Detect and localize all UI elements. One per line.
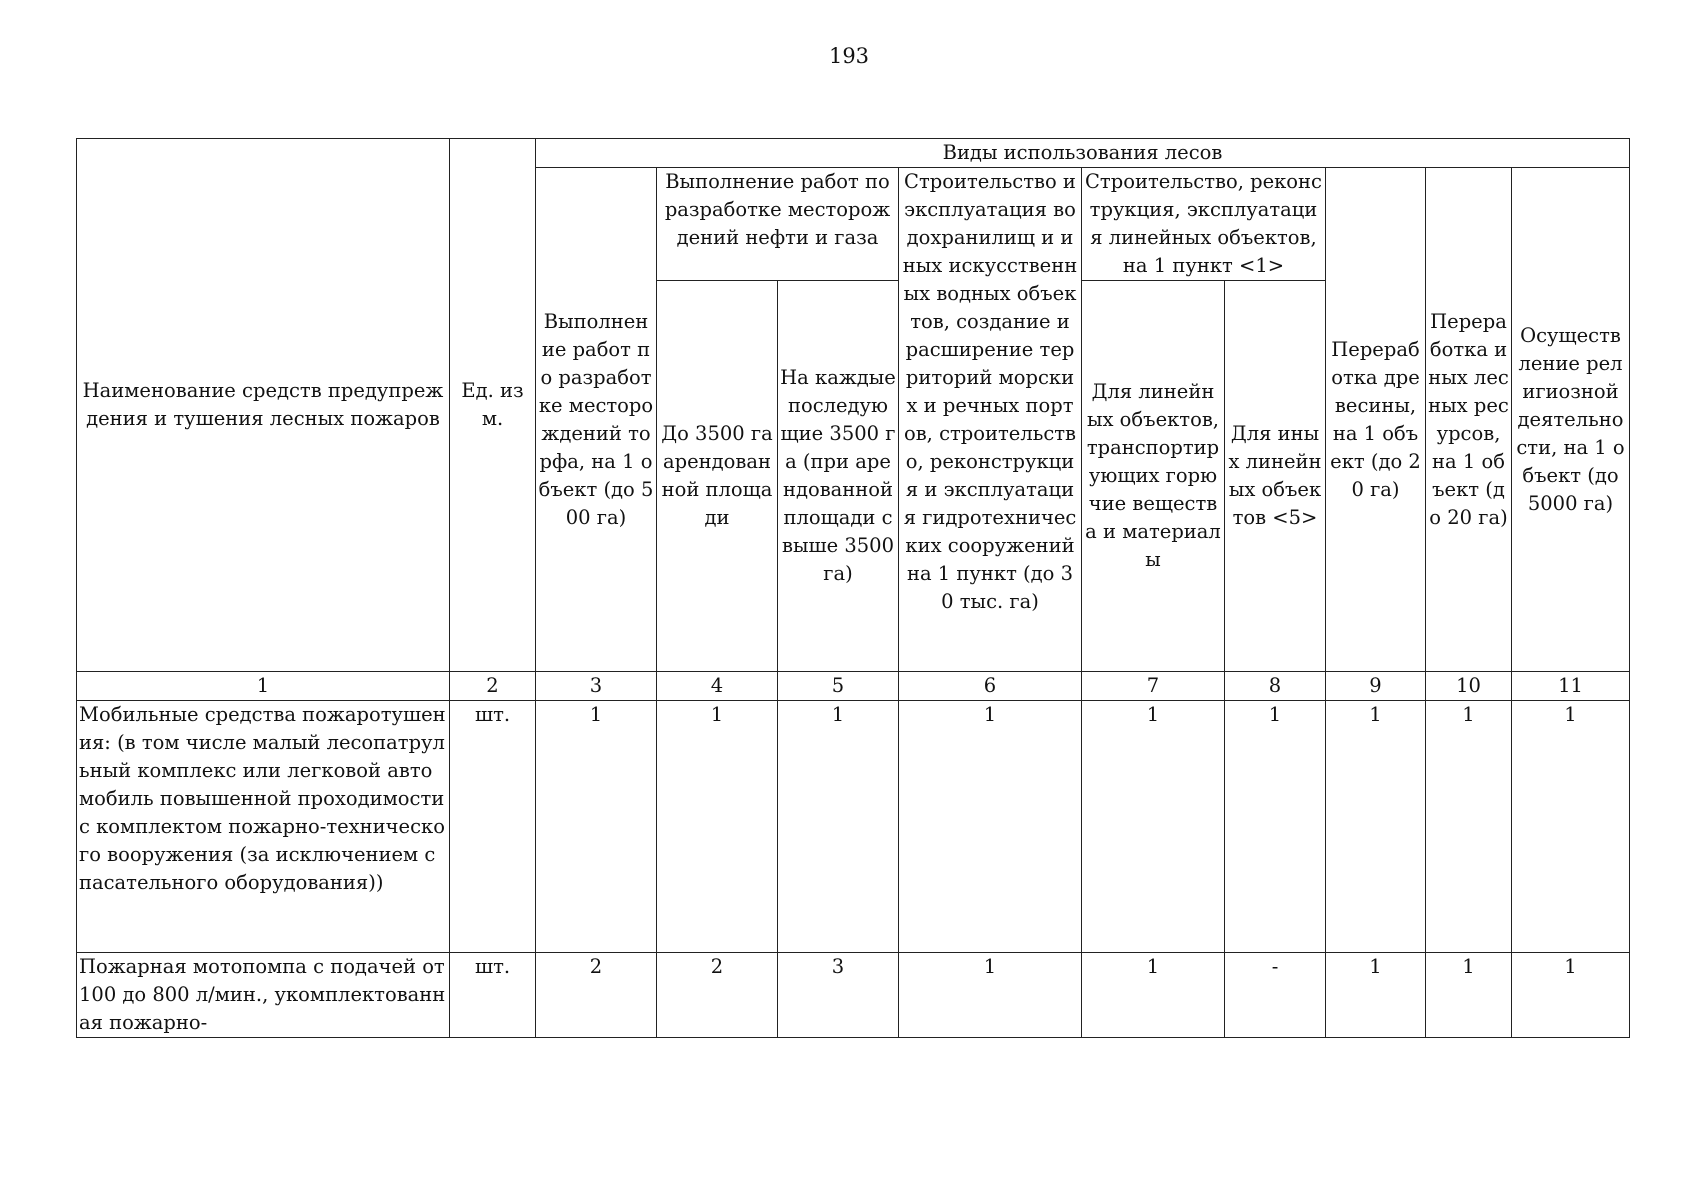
row-value: 1 [778, 701, 899, 953]
row-value: 3 [778, 953, 899, 1038]
header-peat: Выполнение работ по разработке месторождений торфа, на 1 объект (до 500 га) [536, 168, 657, 672]
column-number: 2 [450, 672, 536, 701]
column-number: 8 [1225, 672, 1326, 701]
column-number: 11 [1512, 672, 1630, 701]
column-number: 7 [1082, 672, 1225, 701]
header-forest-use-types: Виды использования лесов [536, 139, 1630, 168]
column-number: 4 [657, 672, 778, 701]
page-number: 193 [828, 44, 870, 68]
column-number: 1 [77, 672, 450, 701]
row-value: 2 [536, 953, 657, 1038]
header-oil-gas: Выполнение работ по разработке месторождений нефти и газа [657, 168, 899, 281]
row-value: 1 [536, 701, 657, 953]
header-wood: Переработка древесины, на 1 объект (до 20 га) [1326, 168, 1426, 672]
header-religious: Осуществление религиозной деятельности, на 1 объект (до 5000 га) [1512, 168, 1630, 672]
row-value: 1 [1426, 701, 1512, 953]
header-row-top [77, 139, 1630, 168]
row-value: 1 [1082, 953, 1225, 1038]
header-name: Наименование средств предупреждения и тушения лесных пожаров [77, 139, 450, 672]
row-value: 1 [657, 701, 778, 953]
row-name: Пожарная мотопомпа с подачей от 100 до 800 л/мин., укомплектованная пожарно- [79, 955, 446, 1034]
row-name: Мобильные средства пожаротушения: (в том числе малый лесопатрульный комплекс или легковой автомобиль повышенной проходимости с комплектом пожарно-технического вооружения (за исключением спасательного оборудования)) [77, 701, 450, 953]
column-number: 3 [536, 672, 657, 701]
header-other-resources: Переработка иных лесных ресурсов, на 1 объект (до 20 га) [1426, 168, 1512, 672]
header-linear-fuel: Для линейных объектов, транспортирующих горючие вещества и материалы [1082, 281, 1225, 672]
row-value: 1 [1512, 701, 1630, 953]
row-value: - [1225, 953, 1326, 1038]
row-value: 1 [899, 953, 1082, 1038]
header-linear: Строительство, реконструкция, эксплуатация линейных объектов, на 1 пункт <1> [1082, 168, 1326, 281]
row-unit: шт. [450, 701, 536, 953]
row-value: 1 [1225, 701, 1326, 953]
row-value: 1 [1426, 953, 1512, 1038]
fire-equipment-table [76, 138, 1630, 1038]
column-number: 5 [778, 672, 899, 701]
header-linear-other: Для иных линейных объектов <5> [1225, 281, 1326, 672]
row-name-cell [77, 953, 450, 1038]
row-value: 1 [1326, 953, 1426, 1038]
row-value: 2 [657, 953, 778, 1038]
row-unit: шт. [450, 953, 536, 1038]
row-value: 1 [1082, 701, 1225, 953]
table-row [77, 701, 1630, 953]
row-value: 1 [1512, 953, 1630, 1038]
column-number: 9 [1326, 672, 1426, 701]
row-value: 1 [1326, 701, 1426, 953]
header-oil-gas-each: На каждые последующие 3500 га (при арендованной площади свыше 3500 га) [778, 281, 899, 672]
column-number: 6 [899, 672, 1082, 701]
header-oil-gas-up-to: До 3500 га арендованной площади [657, 281, 778, 672]
column-number: 10 [1426, 672, 1512, 701]
column-number-row [77, 672, 1630, 701]
row-value: 1 [899, 701, 1082, 953]
header-reservoirs: Строительство и эксплуатация водохранилищ и иных искусственных водных объектов, создание и расширение территорий морских и речных портов, строительство, реконструкция и эксплуатация гидротехнических сооружений на 1 пункт (до 30 тыс. га) [899, 168, 1082, 672]
table-row [77, 953, 1630, 1038]
header-unit: Ед. изм. [450, 139, 536, 672]
